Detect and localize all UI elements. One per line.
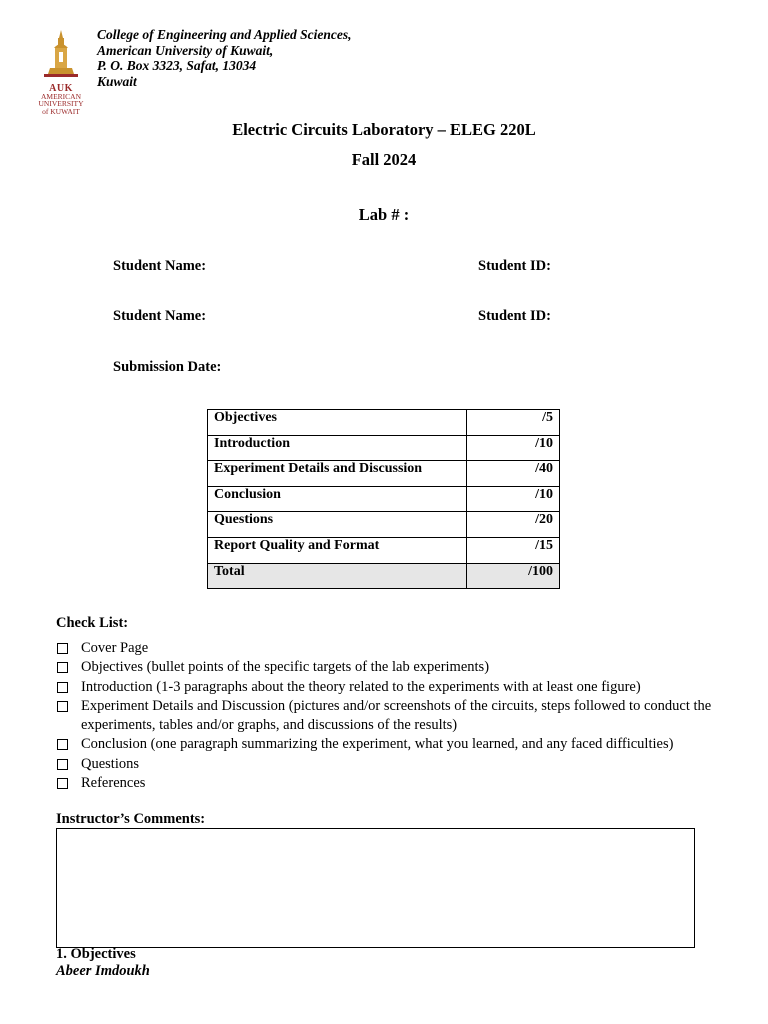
checklist-item-label: Conclusion (one paragraph summarizing the experiment, what you learned, and any faced difficulties)	[81, 736, 674, 753]
grade-score: /40	[467, 461, 560, 487]
total-row	[208, 563, 560, 589]
checkbox-icon[interactable]	[57, 739, 68, 750]
list-item	[56, 735, 736, 754]
checkbox-icon[interactable]	[57, 701, 68, 712]
university-logo	[30, 28, 92, 116]
student-id-label-2: Student ID:	[478, 308, 551, 324]
comments-box[interactable]	[56, 828, 695, 948]
student-name-label-2: Student Name:	[113, 308, 207, 324]
list-item	[56, 678, 736, 697]
grade-score: /10	[467, 435, 560, 461]
student-id-label-1: Student ID:	[478, 258, 551, 274]
table-row	[208, 410, 560, 436]
list-item	[56, 639, 736, 658]
checkbox-icon[interactable]	[57, 662, 68, 673]
section-heading: 1. Objectives	[56, 946, 136, 962]
course-title: Electric Circuits Laboratory – ELEG 220L	[232, 120, 536, 139]
table-row	[208, 461, 560, 487]
address-line: P. O. Box 3323, Safat, 13034	[97, 58, 257, 73]
address-line: College of Engineering and Applied Sciences,	[97, 27, 352, 42]
student-name-label-1: Student Name:	[113, 258, 207, 274]
checkbox-icon[interactable]	[57, 643, 68, 654]
total-score: /100	[467, 563, 560, 589]
logo-abbreviation: AUK	[49, 83, 73, 94]
checkbox-icon[interactable]	[57, 682, 68, 693]
grade-item: Questions	[208, 512, 467, 538]
checklist-item-label: Cover Page	[81, 640, 149, 656]
author-name: Abeer Imdoukh	[56, 963, 150, 979]
grading-table	[207, 409, 560, 589]
list-item	[56, 774, 736, 793]
checklist-item-label: References	[81, 775, 146, 792]
checklist-item-label: Questions	[81, 755, 139, 772]
address-line: Kuwait	[97, 73, 137, 89]
checkbox-icon[interactable]	[57, 778, 68, 789]
grade-score: /15	[467, 537, 560, 563]
logo-line-3: of KUWAIT	[42, 106, 80, 116]
address-block	[97, 27, 352, 89]
list-item	[56, 755, 736, 774]
comments-title: Instructor’s Comments:	[56, 811, 206, 827]
table-row	[208, 512, 560, 538]
lab-number: Lab # :	[358, 205, 410, 224]
grade-item: Objectives	[208, 410, 467, 436]
term-title: Fall 2024	[351, 150, 417, 169]
grade-item: Report Quality and Format	[208, 537, 467, 563]
table-row	[208, 435, 560, 461]
grade-score: /20	[467, 512, 560, 538]
list-item	[56, 658, 736, 677]
grade-item: Conclusion	[208, 486, 467, 512]
grade-item: Introduction	[208, 435, 467, 461]
tower-icon	[30, 28, 92, 80]
checkbox-icon[interactable]	[57, 759, 68, 770]
checklist-item-label: Experiment Details and Discussion (pictures and/or screenshots of the circuits, steps followed to conduct the experiments, tables and/or graphs, and discussions of the results)	[81, 697, 712, 734]
checklist	[56, 639, 736, 793]
address-line: American University of Kuwait,	[97, 42, 274, 58]
checklist-item-label: Objectives (bullet points of the specific targets of the lab experiments)	[81, 659, 490, 676]
list-item	[56, 697, 736, 736]
total-label: Total	[208, 563, 467, 589]
submission-date-label: Submission Date:	[113, 359, 222, 375]
grade-item: Experiment Details and Discussion	[208, 461, 467, 487]
logo-line-1: AMERICAN	[40, 91, 81, 101]
checklist-item-label: Introduction (1-3 paragraphs about the theory related to the experiments with at least one figure)	[81, 678, 641, 695]
checklist-title: Check List:	[56, 615, 129, 631]
table-row	[208, 486, 560, 512]
logo-line-2: UNIVERSITY	[38, 99, 84, 108]
table-row	[208, 537, 560, 563]
grade-score: /5	[467, 410, 560, 436]
grade-score: /10	[467, 486, 560, 512]
